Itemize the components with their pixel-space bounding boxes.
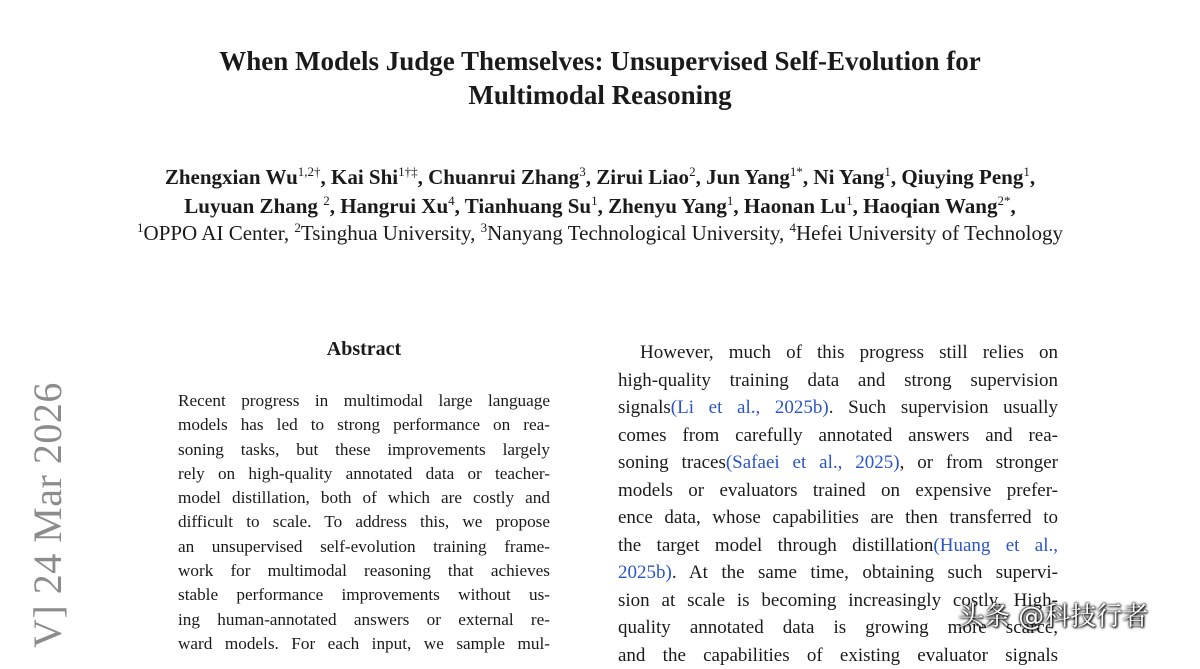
paper-title [0,44,1200,112]
author-name: Zhenyu Yang [608,194,727,218]
intro-text: and the capabilities of existing evaluator signals [618,645,1058,666]
intro-line [618,504,1058,532]
intro-line [618,422,1058,450]
author-affiliation-mark: 1 [727,193,734,208]
author-name: Jun Yang [706,165,790,189]
arxiv-stamp: V] 24 Mar 2026 [24,382,71,648]
paper-title-line-1: When Models Judge Themselves: Unsupervised Self-Evolution for [0,44,1200,78]
intro-text: . At the same time, obtaining such supervi- [672,562,1058,583]
author-name: Haoqian Wang [863,194,997,218]
abstract-line: difficult to scale. To address this, we propose [178,510,550,534]
abstract-line: ward models. For each input, we sample mul- [178,632,550,656]
author-affiliation-mark: 1* [790,164,803,179]
affiliation-mark: 3 [481,220,488,235]
author-name: Zirui Liao [596,165,689,189]
intro-text: However, much of this progress still relies on [640,342,1058,363]
affiliation-name: OPPO AI Center [144,221,284,245]
abstract-line: an unsupervised self-evolution training frame- [178,535,550,559]
author-list [0,163,1200,221]
author-affiliation-mark: 1 [591,193,598,208]
intro-text: sion at scale is becoming increasingly costly. High- [618,590,1058,611]
intro-line [618,394,1058,422]
abstract-line: soning tasks, but these improvements largely [178,438,550,462]
intro-text: high-quality training data and strong supervision [618,370,1058,391]
affiliation-mark: 4 [789,220,796,235]
intro-line [618,367,1058,395]
author-separator: , [803,165,814,189]
author-separator: , [455,194,465,218]
author-line-1 [0,163,1200,192]
abstract-line: rely on high-quality annotated data or teacher- [178,462,550,486]
author-separator: , [330,194,341,218]
abstract-heading: Abstract [178,338,550,361]
author-name: Ni Yang [813,165,884,189]
author-affiliation-mark: 2 [323,193,330,208]
author-separator: , [853,194,864,218]
author-name: Zhengxian Wu [165,165,298,189]
author-affiliation-mark: 1†‡ [398,164,418,179]
intro-line [618,477,1058,505]
author-name: Luyuan Zhang [184,194,323,218]
author-name: Tianhuang Su [465,194,591,218]
author-affiliation-mark: 2 [689,164,696,179]
author-name: Qiuying Peng [901,165,1023,189]
citation-link[interactable]: 2025b) [618,562,672,583]
abstract-line: stable performance improvements without us- [178,583,550,607]
author-affiliation-mark: 2* [997,193,1010,208]
citation-link[interactable]: (Li et al., 2025b) [671,397,829,418]
author-name: Kai Shi [331,165,398,189]
intro-text: quality annotated data is growing more scarce, [618,617,1058,638]
author-separator: , [733,194,744,218]
affiliation-separator: , [284,221,295,245]
author-affiliation-mark: 1 [1023,164,1030,179]
author-affiliation-mark: 1 [846,193,853,208]
intro-text: models or evaluators trained on expensive prefer- [618,480,1058,501]
citation-link[interactable]: (Safaei et al., 2025) [726,452,900,473]
affiliation-mark: 2 [294,220,301,235]
author-separator: , [696,165,707,189]
intro-line [618,642,1058,669]
intro-text: ence data, whose capabilities are then transferred to [618,507,1058,528]
abstract-line: Recent progress in multimodal large language [178,389,550,413]
intro-text: . Such supervision usually [829,397,1058,418]
intro-line [618,559,1058,587]
abstract-body [178,389,550,656]
author-name: Haonan Lu [744,194,846,218]
intro-line [618,449,1058,477]
affiliation-name: Hefei University of Technology [796,221,1063,245]
author-separator: , [598,194,609,218]
author-separator: , [891,165,902,189]
affiliation-mark: 1 [137,220,144,235]
affiliation-name: Tsinghua University [301,221,470,245]
affiliation-separator: , [470,221,481,245]
abstract-line: work for multimodal reasoning that achieves [178,559,550,583]
author-separator: , [586,165,597,189]
author-affiliation-mark: 4 [448,193,455,208]
affiliation-separator: , [779,221,790,245]
abstract-line: ing human-annotated answers or external re- [178,608,550,632]
citation-link[interactable]: (Huang et al., [933,535,1058,556]
intro-line [618,532,1058,560]
intro-text: signals [618,397,671,418]
author-separator: , [1010,194,1015,218]
affiliations [0,219,1200,248]
author-line-2 [0,192,1200,221]
abstract-line: models has led to strong performance on rea- [178,413,550,437]
abstract-line: model distillation, both of which are costly and [178,486,550,510]
author-affiliation-mark: 3 [579,164,586,179]
intro-text: , or from stronger [900,452,1058,473]
intro-line [618,339,1058,367]
watermark: 头条 @科技行者 [958,596,1148,633]
affiliation-name: Nanyang Technological University [487,221,779,245]
author-name: Hangrui Xu [340,194,448,218]
author-separator: , [418,165,429,189]
intro-text: the target model through distillation [618,535,933,556]
intro-text: soning traces [618,452,726,473]
author-affiliation-mark: 1 [884,164,891,179]
author-separator: , [1030,165,1035,189]
author-separator: , [321,165,332,189]
intro-text: comes from carefully annotated answers and rea- [618,425,1058,446]
author-name: Chuanrui Zhang [428,165,579,189]
paper-title-line-2: Multimodal Reasoning [0,78,1200,112]
author-affiliation-mark: 1,2† [298,164,321,179]
